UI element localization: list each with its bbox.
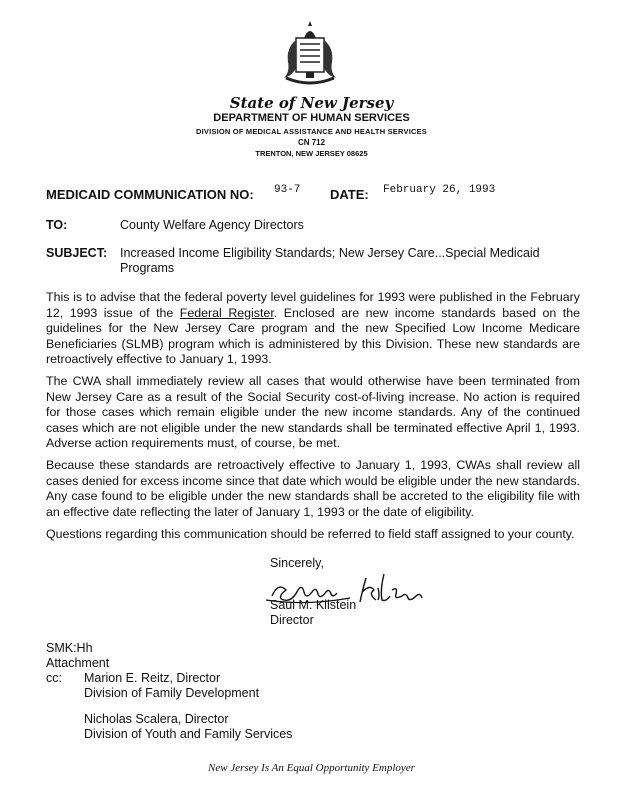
closing-sincerely: Sincerely, [270,556,324,570]
to-value: County Welfare Agency Directors [120,218,304,232]
address-line: TRENTON, NEW JERSEY 08625 [255,149,368,158]
equal-opportunity-footer: New Jersey Is An Equal Opportunity Employer [208,762,415,774]
subject-label: SUBJECT: [46,246,108,260]
reference-initials: SMK:Hh [46,641,93,655]
paragraph-1-text-b: . Enclosed are new income standards based on the guidelines for the New Jersey Care program and the new Specified Low Income Medicare Beneficiaries (SLMB) program which is administered by this Division. These new standards are retroactively effective to January 1, 1993. [46,305,580,366]
state-heading: State of New Jersey [229,94,394,112]
signer-name: Saul M. Kilstein [270,598,357,612]
communication-number-label: MEDICAID COMMUNICATION NO: [46,187,254,202]
cn-line: CN 712 [297,138,326,147]
communication-number: 93-7 [274,184,301,196]
cc-label: cc: [46,671,62,685]
division-heading: DIVISION OF MEDICAL ASSISTANCE AND HEALTH SERVICES [196,127,427,136]
paragraph-2: The CWA shall immediately review all cases that would otherwise have been terminated from New Jersey Care as a result of the Social Security cost-of-living increase. No action is required for those cases which remain eligible under the new income standards. Any of the continued cases which are not eligible under the new standards shall be terminated effective April 1, 1993. Adverse action requirements must, of course, be met. [46,374,580,450]
department-heading: DEPARTMENT OF HUMAN SERVICES [213,112,410,124]
to-label: TO: [46,218,68,232]
paragraph-3: Because these standards are retroactively effective to January 1, 1993, CWAs shall review all cases denied for excess income since that date which would be eligible under the new standards. Any case found to be eligible under the new standards shall be accreted to the eligibility file with an effective date reflecting the later of January 1, 1993 or the date of eligibility. [46,458,580,519]
attachment-note: Attachment [46,656,110,670]
cc-recipient-name: Marion E. Reitz, Director [84,671,221,685]
date-label: DATE: [330,187,369,202]
paragraph-4: Questions regarding this communication should be referred to field staff assigned to your county. [46,527,575,541]
date-value: February 26, 1993 [383,184,496,196]
paragraph-1-text-a: This is to advise that the federal poverty level guidelines for 1993 were published in the February 12, 1993 issue of the [46,290,580,320]
signer-title: Director [270,613,314,627]
cc-recipient-division: Division of Family Development [84,686,260,700]
cc-recipient-division: Division of Youth and Family Services [84,727,293,741]
state-seal-icon [270,18,350,98]
federal-register-ref: Federal Register [179,305,274,320]
cc-recipient-name: Nicholas Scalera, Director [84,712,229,726]
paragraph-1 [46,290,580,368]
subject-value: Increased Income Eligibility Standards; New Jersey Care...Special Medicaid Programs [120,246,540,275]
